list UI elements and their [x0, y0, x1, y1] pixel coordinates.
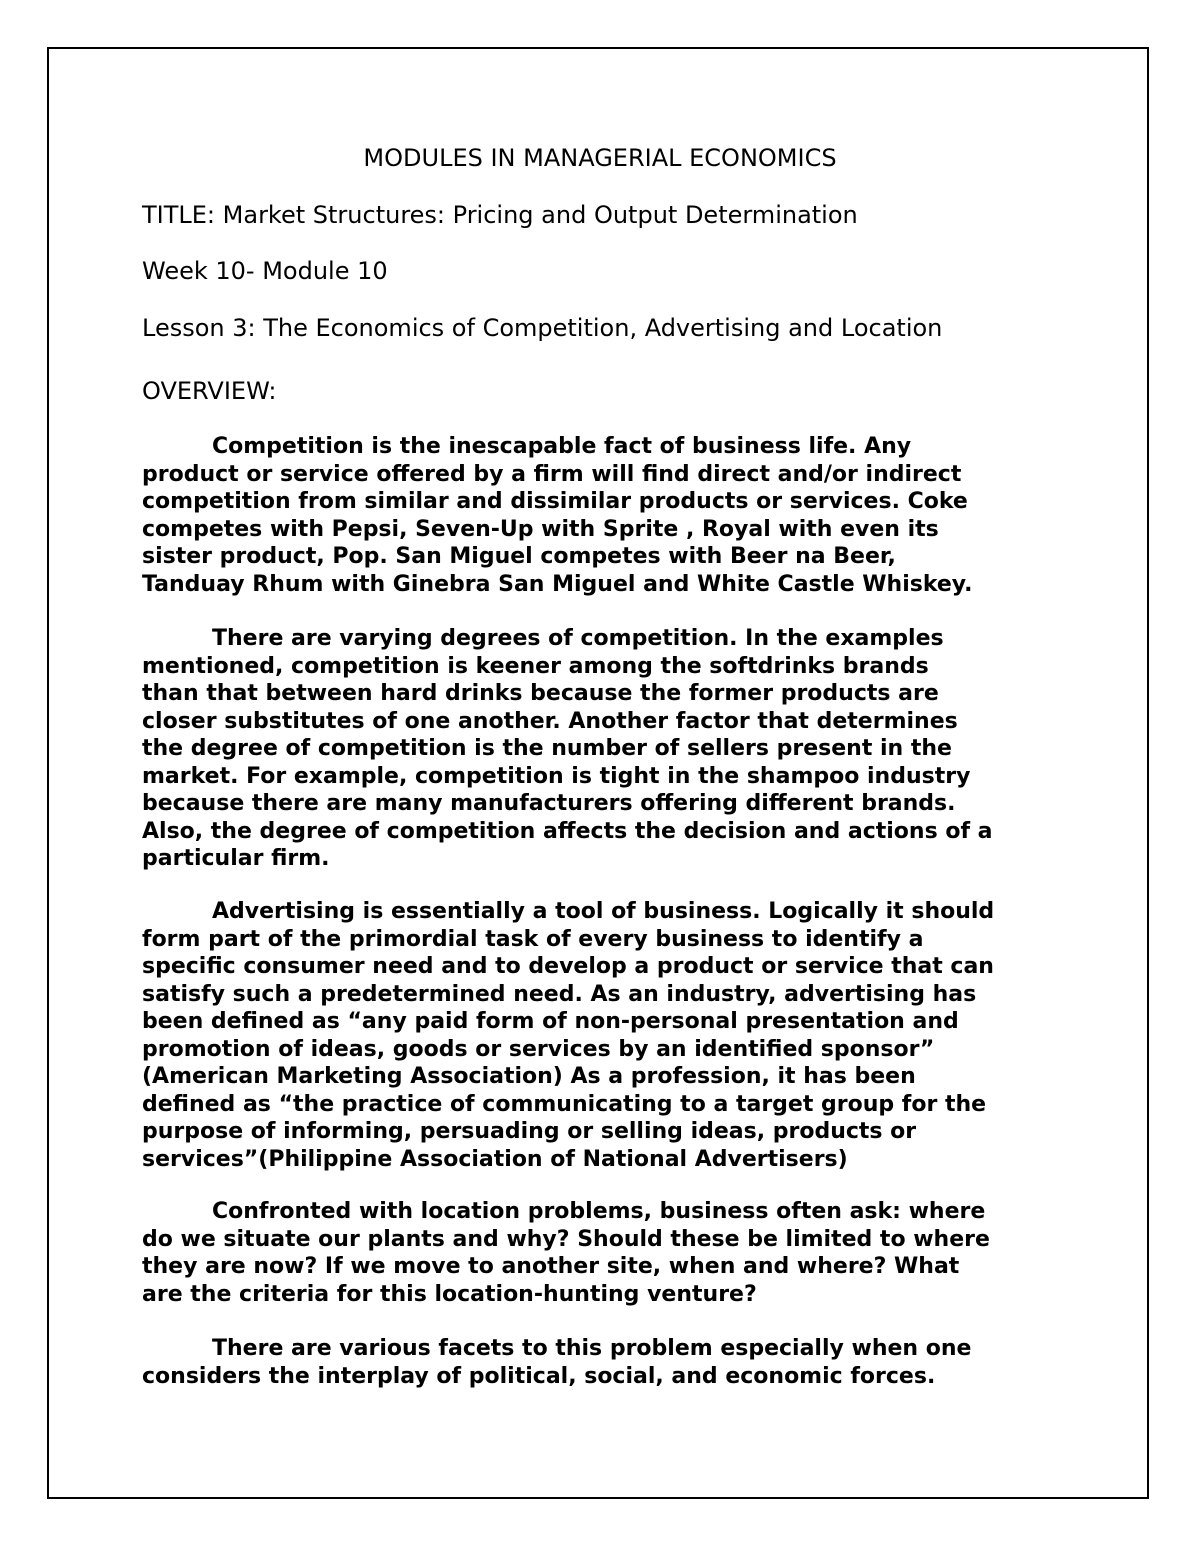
- paragraph-line: Confronted with location problems, business often ask: where: [212, 1199, 986, 1224]
- paragraph-line: they are now? If we move to another site, when and where? What: [142, 1254, 960, 1279]
- paragraph-line: There are varying degrees of competition. In the examples: [212, 626, 944, 651]
- paragraph-line: form part of the primordial task of every business to identify a: [142, 926, 924, 952]
- paragraph-advertising: [142, 898, 1062, 1173]
- paragraph-line: do we situate our plants and why? Should these be limited to where: [142, 1226, 990, 1252]
- lesson-line: Lesson 3: The Economics of Competition, Advertising and Location: [142, 314, 943, 342]
- paragraph-line: competes with Pepsi, Seven-Up with Sprite , Royal with even its: [142, 516, 939, 542]
- paragraph-line: market. For example, competition is tight in the shampoo industry: [142, 763, 971, 789]
- week-line: Week 10- Module 10: [142, 257, 388, 285]
- paragraph-line: closer substitutes of one another. Another factor that determines: [142, 708, 958, 734]
- paragraph-line: (American Marketing Association) As a profession, it has been: [142, 1064, 916, 1089]
- paragraph-line: satisfy such a predetermined need. As an industry, advertising has: [142, 981, 977, 1007]
- document-header: MODULES IN MANAGERIAL ECONOMICS: [363, 144, 837, 172]
- paragraph-facets: [142, 1335, 1062, 1390]
- paragraph-line: Competition is the inescapable fact of business life. Any: [212, 434, 912, 459]
- paragraph-location: [142, 1198, 1062, 1308]
- paragraph-line: are the criteria for this location-hunting venture?: [142, 1281, 757, 1307]
- paragraph-line: product or service offered by a firm will find direct and/or indirect: [142, 461, 962, 487]
- paragraph-line: Advertising is essentially a tool of business. Logically it should: [212, 899, 995, 924]
- paragraph-line: Also, the degree of competition affects the decision and actions of a: [142, 818, 993, 844]
- paragraph-line: promotion of ideas, goods or services by an identified sponsor”: [142, 1036, 935, 1062]
- paragraph-line: There are various facets to this problem especially when one: [212, 1336, 972, 1361]
- paragraph-line: Tanduay Rhum with Ginebra San Miguel and White Castle Whiskey.: [142, 571, 973, 597]
- paragraph-line: competition from similar and dissimilar products or services. Coke: [142, 489, 968, 514]
- paragraph-line: than that between hard drinks because the former products are: [142, 681, 939, 706]
- paragraph-competition: [142, 433, 1062, 598]
- paragraph-line: specific consumer need and to develop a product or service that can: [142, 954, 994, 979]
- overview-label: OVERVIEW:: [142, 377, 277, 405]
- paragraph-line: considers the interplay of political, social, and economic forces.: [142, 1363, 936, 1389]
- paragraph-line: the degree of competition is the number of sellers present in the: [142, 736, 952, 761]
- paragraph-line: because there are many manufacturers offering different brands.: [142, 791, 956, 816]
- paragraph-line: been defined as “any paid form of non-personal presentation and: [142, 1009, 959, 1034]
- title-line: TITLE: Market Structures: Pricing and Output Determination: [142, 201, 858, 229]
- paragraph-degrees-of-competition: [142, 625, 1062, 873]
- paragraph-line: mentioned, competition is keener among the softdrinks brands: [142, 653, 929, 679]
- paragraph-line: purpose of informing, persuading or selling ideas, products or: [142, 1119, 917, 1144]
- paragraph-line: services”(Philippine Association of National Advertisers): [142, 1146, 848, 1172]
- paragraph-line: sister product, Pop. San Miguel competes with Beer na Beer,: [142, 544, 896, 569]
- paragraph-line: particular firm.: [142, 846, 330, 871]
- paragraph-line: defined as “the practice of communicating to a target group for the: [142, 1091, 987, 1117]
